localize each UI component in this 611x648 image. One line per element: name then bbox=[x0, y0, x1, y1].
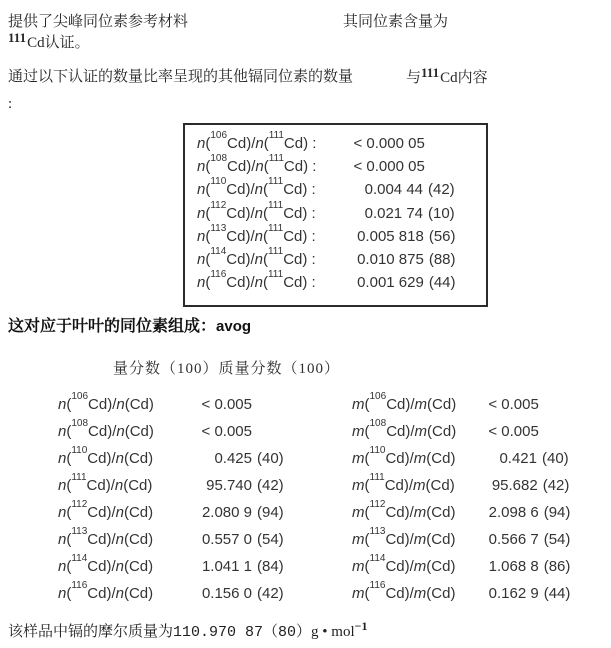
ratio-uncertainty: (44) bbox=[543, 585, 571, 602]
isotope-111-superscript: 111 bbox=[421, 65, 440, 80]
para2-left-text: 通过以下认证的数量比率呈现的其他镉同位素的数量 bbox=[8, 69, 354, 85]
amount-fraction-row-112 bbox=[58, 499, 302, 531]
molar-mass-line bbox=[8, 620, 367, 641]
ratio-label: n($^{110}$Cd)/n(Cd) bbox=[58, 445, 154, 467]
ratio-value: 1.068 8 bbox=[488, 558, 539, 575]
certified-ratio-row-114 bbox=[197, 245, 474, 274]
ratio-value: < 0.000 05 bbox=[353, 135, 425, 152]
ratio-label: n($^{106}$Cd)/n($^{111}$Cd) : bbox=[197, 130, 317, 152]
ratio-label: n($^{108}$Cd)/n(Cd) bbox=[58, 418, 154, 440]
ratio-label: m($^{113}$Cd)/m(Cd) bbox=[352, 526, 456, 548]
ratio-label: n($^{114}$Cd)/n(Cd) bbox=[58, 553, 154, 575]
amount-fraction-table bbox=[58, 391, 302, 612]
ratio-value: 0.421 bbox=[499, 450, 537, 467]
mass-fraction-row-114 bbox=[352, 553, 587, 585]
ratio-label: n($^{106}$Cd)/n(Cd) bbox=[58, 391, 154, 413]
ratio-label: n($^{110}$Cd)/n($^{111}$Cd) : bbox=[197, 176, 316, 199]
ratio-value: < 0.005 bbox=[488, 396, 539, 413]
amount-fraction-row-110 bbox=[58, 445, 302, 477]
certified-ratio-row-113 bbox=[197, 222, 474, 251]
ratio-value: 0.156 0 bbox=[201, 585, 252, 602]
amount-fraction-row-108 bbox=[58, 418, 302, 450]
ratio-label: m($^{116}$Cd)/m(Cd) bbox=[352, 580, 456, 602]
ratio-label: n($^{108}$Cd)/n($^{111}$Cd) : bbox=[197, 153, 317, 176]
amount-fraction-row-113 bbox=[58, 526, 302, 558]
ratio-value: 0.021 74 bbox=[364, 204, 423, 222]
mass-fraction-row-111 bbox=[352, 472, 587, 504]
mass-fraction-row-108 bbox=[352, 418, 587, 450]
ratio-value: 1.041 1 bbox=[201, 558, 252, 575]
ratio-value: 2.080 9 bbox=[201, 504, 252, 521]
mass-fraction-row-110 bbox=[352, 445, 587, 477]
molar-mass-unit: g • mol bbox=[311, 624, 355, 640]
mass-fraction-table bbox=[352, 391, 587, 612]
ratio-value: 95.682 bbox=[491, 477, 538, 494]
ratio-label: m($^{106}$Cd)/m(Cd) bbox=[352, 391, 457, 413]
ratio-value: 0.566 7 bbox=[488, 531, 539, 548]
amount-fraction-row-111 bbox=[58, 472, 302, 504]
para2-trailing-colon: : bbox=[8, 96, 13, 112]
ratio-label: n($^{116}$Cd)/n(Cd) bbox=[58, 580, 154, 602]
ratio-uncertainty: (94) bbox=[543, 504, 571, 521]
ratio-label: n($^{114}$Cd)/n($^{111}$Cd) : bbox=[197, 245, 316, 268]
para1-right-text: 其同位素含量为 bbox=[343, 14, 449, 30]
ratio-value: < 0.005 bbox=[201, 396, 252, 413]
para1-line2-text: Cd认证。 bbox=[27, 35, 90, 51]
ratio-label: n($^{113}$Cd)/n($^{111}$Cd) : bbox=[197, 222, 316, 245]
ratio-uncertainty: (54) bbox=[543, 531, 571, 548]
ratio-value: 0.557 0 bbox=[201, 531, 252, 548]
ratio-uncertainty: (42) bbox=[257, 477, 284, 494]
ratio-label: m($^{111}$Cd)/m(Cd) bbox=[352, 472, 455, 494]
certified-ratio-row-110 bbox=[197, 176, 474, 204]
ratio-label: n($^{113}$Cd)/n(Cd) bbox=[58, 526, 154, 548]
ratio-value: 0.004 44 bbox=[364, 181, 423, 199]
ratio-uncertainty: (44) bbox=[428, 274, 456, 292]
ratio-uncertainty: (42) bbox=[542, 477, 570, 494]
certified-ratio-table bbox=[183, 123, 488, 307]
para2-right-pre: 与 bbox=[406, 70, 422, 86]
ratio-value: 2.098 6 bbox=[488, 504, 539, 521]
ratio-label: n($^{112}$Cd)/n(Cd) bbox=[58, 499, 154, 521]
composition-heading bbox=[8, 313, 251, 336]
ratio-label: m($^{114}$Cd)/m(Cd) bbox=[352, 553, 456, 575]
ratio-value: < 0.005 bbox=[488, 423, 539, 440]
mass-fraction-row-106 bbox=[352, 391, 587, 423]
mass-fraction-row-116 bbox=[352, 580, 587, 612]
ratio-label: m($^{108}$Cd)/m(Cd) bbox=[352, 418, 457, 440]
isotope-111-superscript: 111 bbox=[8, 30, 27, 45]
ratio-value: 0.001 629 bbox=[357, 274, 424, 292]
certified-ratio-row-116 bbox=[197, 269, 474, 297]
para1-left-text: 提供了尖峰同位素参考材料 bbox=[8, 14, 189, 30]
amount-fraction-row-116 bbox=[58, 580, 302, 612]
ratio-uncertainty: (40) bbox=[257, 450, 284, 467]
ratio-uncertainty: (40) bbox=[542, 450, 569, 467]
ratio-value: 0.162 9 bbox=[488, 585, 539, 602]
ratio-label: n($^{112}$Cd)/n($^{111}$Cd) : bbox=[197, 199, 316, 222]
ratio-uncertainty: (86) bbox=[543, 558, 571, 575]
molar-mass-unit-exponent: −1 bbox=[354, 619, 368, 633]
ratio-value: 95.740 bbox=[206, 477, 252, 494]
ratio-label: m($^{110}$Cd)/m(Cd) bbox=[352, 445, 456, 467]
ratio-uncertainty: (84) bbox=[257, 558, 284, 575]
ratio-value: 0.010 875 bbox=[357, 250, 424, 268]
ratio-uncertainty: (94) bbox=[257, 504, 284, 521]
para2-right-text: Cd内容 bbox=[440, 70, 488, 86]
amount-fraction-row-114 bbox=[58, 553, 302, 585]
molar-mass-value: 110.970 87（80） bbox=[173, 624, 312, 641]
mass-fraction-row-112 bbox=[352, 499, 587, 531]
fractions-header: 量分数（100）质量分数（100） bbox=[113, 361, 341, 377]
para1-line2 bbox=[8, 30, 90, 53]
ratio-value: 0.005 818 bbox=[357, 227, 424, 245]
ratio-value: < 0.000 05 bbox=[353, 158, 425, 176]
ratio-label: n($^{111}$Cd)/n(Cd) bbox=[58, 472, 153, 494]
composition-heading-zh: 这对应于叶叶的同位素组成： bbox=[8, 318, 217, 335]
composition-heading-suffix: avog bbox=[216, 318, 252, 335]
ratio-uncertainty: (54) bbox=[257, 531, 284, 548]
certified-ratio-row-106 bbox=[197, 130, 474, 158]
ratio-uncertainty: (56) bbox=[428, 227, 456, 245]
ratio-label: m($^{112}$Cd)/m(Cd) bbox=[352, 499, 456, 521]
ratio-value: < 0.005 bbox=[201, 423, 252, 440]
para2-right bbox=[406, 65, 488, 88]
ratio-uncertainty: (42) bbox=[257, 585, 284, 602]
molar-mass-prefix: 该样品中镉的摩尔质量为 bbox=[8, 624, 174, 640]
ratio-label: n($^{116}$Cd)/n($^{111}$Cd) : bbox=[197, 269, 316, 292]
ratio-value: 0.425 bbox=[214, 450, 252, 467]
mass-fraction-row-113 bbox=[352, 526, 587, 558]
ratio-uncertainty: (88) bbox=[428, 250, 456, 268]
certified-ratio-row-112 bbox=[197, 199, 474, 228]
ratio-uncertainty: (10) bbox=[428, 204, 455, 222]
certified-ratio-row-108 bbox=[197, 153, 474, 181]
ratio-uncertainty: (42) bbox=[428, 181, 455, 199]
amount-fraction-row-106 bbox=[58, 391, 302, 423]
